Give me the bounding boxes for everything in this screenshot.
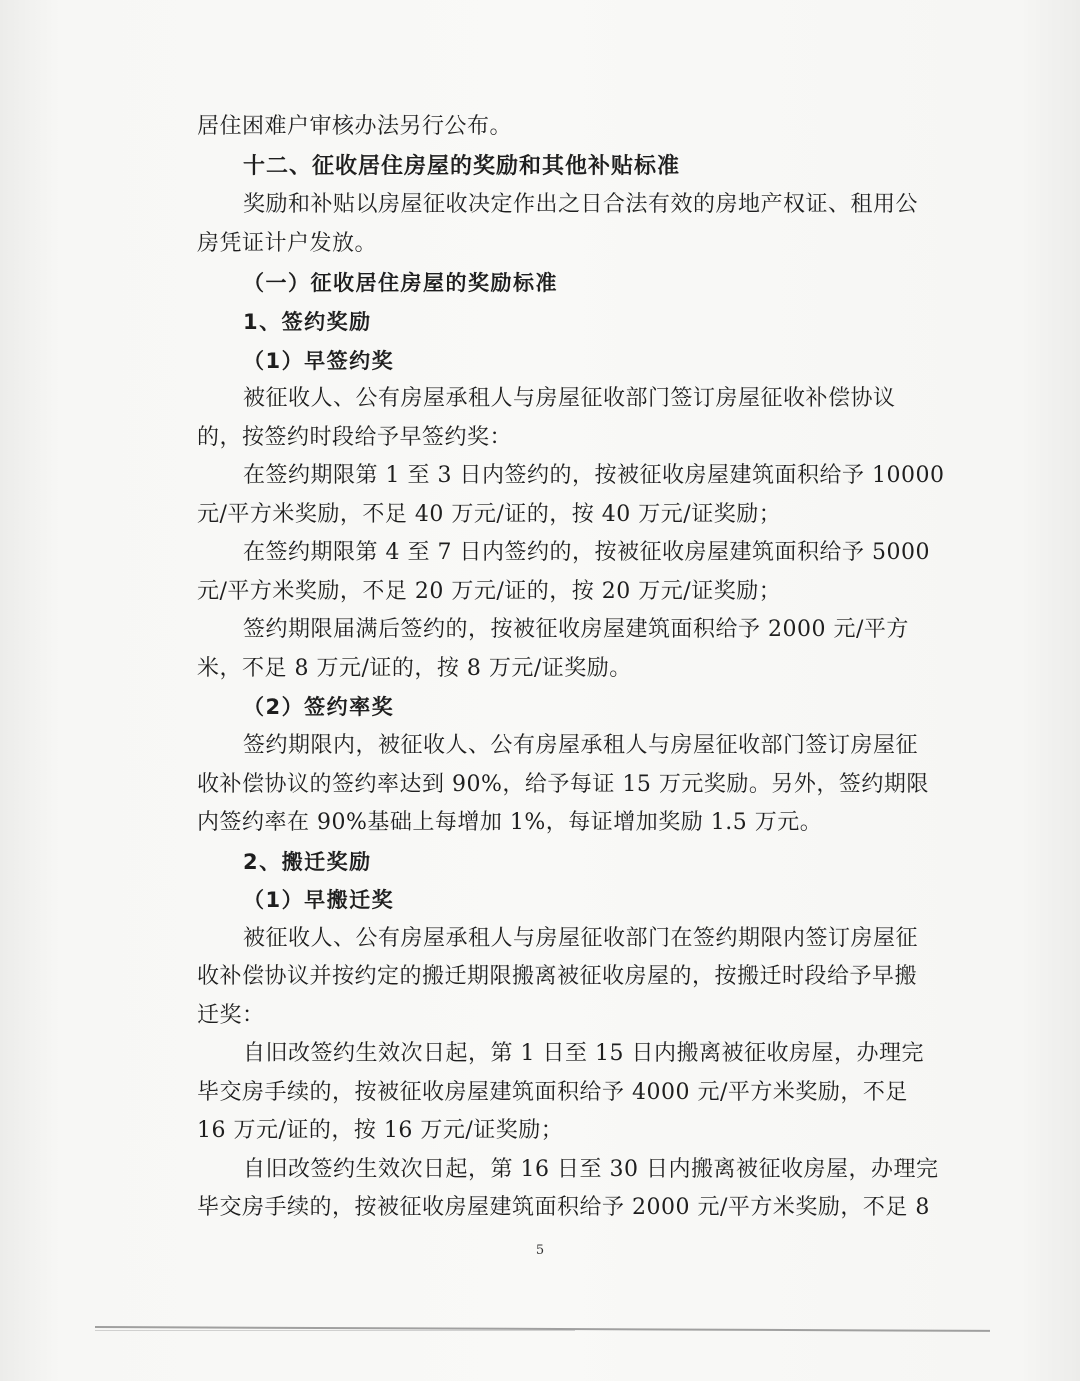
paragraph-line: 16 万元/证的，按 16 万元/证奖励； [197, 1118, 564, 1143]
paragraph-line: 收补偿协议并按约定的搬迁期限搬离被征收房屋的，按搬迁时段给予早搬 [197, 964, 918, 989]
paragraph-line: 毕交房手续的，按被征收房屋建筑面积给予 2000 元/平方米奖励，不足 8 [197, 1195, 930, 1220]
paragraph-line: 奖励和补贴以房屋征收决定作出之日合法有效的房地产权证、租用公 [243, 192, 919, 217]
paragraph-line: 收补偿协议的签约率达到 90%，给予每证 15 万元奖励。另外，签约期限 [197, 772, 929, 797]
item-heading: （2）签约率奖 [243, 695, 395, 719]
paragraph-line: 签约期限内，被征收人、公有房屋承租人与房屋征收部门签订房屋征 [243, 733, 919, 758]
paragraph-line: 被征收人、公有房屋承租人与房屋征收部门在签约期限内签订房屋征 [243, 926, 919, 951]
paragraph-line: 在签约期限第 4 至 7 日内签约的，按被征收房屋建筑面积给予 5000 [243, 540, 930, 565]
item-heading: 1、签约奖励 [243, 310, 372, 334]
paragraph-line: 自旧改签约生效次日起，第 1 日至 15 日内搬离被征收房屋，办理完 [243, 1041, 924, 1066]
subsection-heading: （一）征收居住房屋的奖励标准 [243, 271, 558, 295]
paragraph-line: 内签约率在 90%基础上每增加 1%，每证增加奖励 1.5 万元。 [197, 810, 823, 835]
paragraph-line: 自旧改签约生效次日起，第 16 日至 30 日内搬离被征收房屋，办理完 [243, 1157, 939, 1182]
paragraph-line: 元/平方米奖励，不足 20 万元/证的，按 20 万元/证奖励； [197, 579, 782, 604]
paragraph-line: 元/平方米奖励，不足 40 万元/证的，按 40 万元/证奖励； [197, 502, 782, 527]
item-heading: （1）早签约奖 [243, 349, 395, 373]
paragraph-line: 签约期限届满后签约的，按被征收房屋建筑面积给予 2000 元/平方 [243, 617, 909, 642]
paragraph-line: 在签约期限第 1 至 3 日内签约的，按被征收房屋建筑面积给予 10000 [243, 463, 945, 488]
item-heading: （1）早搬迁奖 [243, 888, 395, 912]
section-heading: 十二、征收居住房屋的奖励和其他补贴标准 [243, 154, 681, 179]
paragraph-line: 毕交房手续的，按被征收房屋建筑面积给予 4000 元/平方米奖励，不足 [197, 1080, 908, 1105]
paragraph-line: 居住困难户审核办法另行公布。 [197, 114, 513, 139]
scan-edge-line [95, 1326, 990, 1332]
page-number: 5 [535, 1243, 545, 1258]
paragraph-line: 被征收人、公有房屋承租人与房屋征收部门签订房屋征收补偿协议 [243, 386, 896, 411]
item-heading: 2、搬迁奖励 [243, 850, 372, 874]
scan-edge-line [95, 1330, 575, 1331]
paragraph-line: 的，按签约时段给予早签约奖： [197, 425, 513, 450]
paragraph-line: 房凭证计户发放。 [197, 231, 378, 256]
paragraph-line: 迁奖： [197, 1003, 265, 1028]
paragraph-line: 米，不足 8 万元/证的，按 8 万元/证奖励。 [197, 656, 632, 681]
